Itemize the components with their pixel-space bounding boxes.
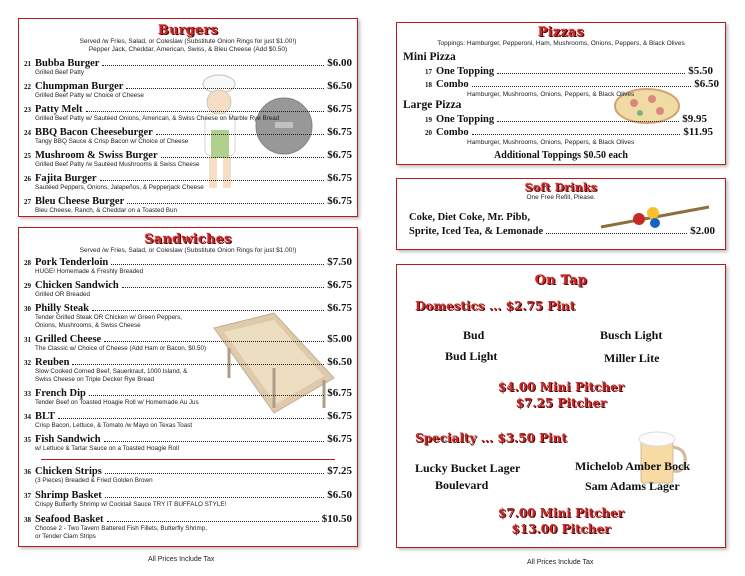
burgers-note: Served /w Fries, Salad, or Coleslaw (Substitute Onion Rings for just $1.00!) (79, 38, 297, 45)
item-description: Sautéed Peppers, Onions, Jalapeños, & Pepperjack Cheese (35, 184, 204, 191)
beer-mug-illustration (635, 427, 690, 487)
item-price: $6.50 (327, 489, 352, 501)
pizzas-panel (396, 22, 726, 165)
menu-item (24, 513, 352, 540)
item-name: Grilled Cheese (35, 334, 102, 345)
menu-item (425, 126, 713, 138)
beer-name: Boulevard (435, 478, 489, 492)
item-name: BBQ Bacon Cheeseburger (35, 127, 153, 138)
large-pizza-heading: Large Pizza (403, 99, 462, 111)
item-price: $6.50 (694, 78, 719, 90)
domestic-pitcher: $7.25 Pitcher (515, 396, 607, 410)
item-name: One Topping (436, 114, 495, 125)
item-name: French Dip (35, 388, 86, 399)
item-name: Seafood Basket (35, 514, 104, 525)
item-description: Slow Cooked Corned Beef, Sauerkraut, 1000 Island, & Swiss Cheese on Triple Decker Rye Bread (35, 368, 188, 383)
item-price: $6.75 (327, 433, 352, 445)
menu-item (24, 333, 352, 353)
menu-item (24, 489, 352, 509)
item-price: $6.75 (327, 149, 352, 161)
item-number: 35 (24, 436, 31, 444)
item-number: 27 (24, 198, 31, 206)
drinks-line-1: Coke, Diet Coke, Mr. Pibb, (409, 212, 530, 223)
item-description: (3 Pieces) Breaded & Fried Golden Brown (35, 477, 153, 484)
item-price: $6.75 (327, 195, 352, 207)
on-tap-title: On Tap (534, 273, 588, 288)
item-name: Bubba Burger (35, 58, 100, 69)
item-number: 18 (425, 81, 432, 89)
beer-name: Michelob Amber Bock (575, 459, 691, 473)
item-number: 38 (24, 516, 31, 524)
item-price: $6.75 (327, 279, 352, 291)
item-name: Pork Tenderloin (35, 257, 109, 268)
menu-item (24, 126, 352, 146)
domestic-mini-pitcher: $4.00 Mini Pitcher (497, 380, 625, 394)
item-number: 29 (24, 282, 31, 290)
beer-name: Miller Lite (604, 351, 660, 365)
sandwiches-note: Served /w Fries, Salad, or Coleslaw (Substitute Onion Rings for just $1.00!) (79, 247, 297, 254)
drinks-line-2: Sprite, Iced Tea, & Lemonade (409, 226, 544, 237)
item-description: Grilled Beef Patty w/ Sautéed Onions, American, & Swiss Cheese on Marble Rye Bread (35, 115, 280, 122)
item-price: $6.75 (327, 126, 352, 138)
item-price: $6.75 (327, 387, 352, 399)
menu-item (24, 57, 352, 77)
mini-pizza-heading: Mini Pizza (403, 51, 456, 63)
domestics-heading: Domestics ... $2.75 Pint (415, 299, 576, 313)
item-number: 33 (24, 390, 31, 398)
menu-item (425, 65, 713, 77)
item-name: One Topping (436, 66, 495, 77)
large-combo-description: Hamburger, Mushrooms, Onions, Peppers, & Black Olives (467, 139, 635, 146)
item-description: Bleu Cheese, Ranch, & Cheddar on a Toasted Bun (35, 207, 178, 214)
item-price: $6.50 (327, 356, 352, 368)
specialty-pitcher-prices (397, 505, 725, 537)
item-name: Chicken Strips (35, 466, 102, 477)
menu-item (24, 149, 352, 169)
item-name: Mushroom & Swiss Burger (35, 150, 158, 161)
item-description: Crispy Butterfly Shrimp w/ Cocktail Sauce TRY IT BUFFALO STYLE! (35, 501, 227, 508)
menu-item (24, 356, 352, 383)
item-number: 22 (24, 83, 31, 91)
item-description: Crisp Bacon, Lettuce, & Tomato /w Mayo on Texas Toast (35, 422, 193, 429)
item-name: BLT (35, 411, 56, 422)
item-number: 25 (24, 152, 31, 160)
item-price: $6.00 (327, 57, 352, 69)
menu-item (425, 78, 719, 90)
item-number: 28 (24, 259, 31, 267)
item-number: 24 (24, 129, 31, 137)
menu-item (24, 387, 352, 407)
specialty-mini-pitcher: $7.00 Mini Pitcher (497, 506, 625, 520)
menu-item (24, 103, 352, 123)
menu-item (24, 195, 352, 215)
menu-item (24, 302, 352, 329)
beer-name: Sam Adams Lager (585, 479, 680, 493)
item-price: $6.75 (327, 410, 352, 422)
item-name: Fajita Burger (35, 173, 97, 184)
item-description: Grilled Beef Patty w/ Choice of Cheese (35, 92, 144, 99)
item-description: HUGE! Homemade & Freshly Breaded (35, 268, 144, 275)
item-description: Tangy BBQ Sauce & Crisp Bacon w/ Choice of Cheese (35, 138, 189, 145)
item-price: $5.00 (327, 333, 352, 345)
item-name: Chicken Sandwich (35, 280, 119, 291)
beer-name: Bud (463, 328, 485, 342)
burgers-cheese-note: Pepper Jack, Cheddar, American, Swiss, & Bleu Cheese (Add $0.50) (88, 46, 288, 53)
soft-drinks-title: Soft Drinks (524, 181, 598, 194)
beer-name: Busch Light (600, 328, 663, 342)
item-price: $9.95 (682, 113, 707, 125)
item-description: Grilled OR Breaded (35, 291, 90, 298)
menu-item (425, 113, 707, 125)
burgers-panel (18, 18, 358, 217)
menu-item (24, 80, 352, 100)
item-description: Tender Grilled Steak OR Chicken w/ Green Peppers, Onions, Mushrooms, & Swiss Cheese (35, 314, 182, 329)
item-number: 19 (425, 116, 432, 124)
on-tap-panel (396, 264, 726, 548)
specialty-heading: Specialty ... $3.50 Pint (415, 431, 567, 445)
sandwiches-title: Sandwiches (144, 232, 232, 247)
menu-item (24, 279, 352, 299)
item-number: 20 (425, 129, 432, 137)
item-price: $6.75 (327, 103, 352, 115)
item-description: Grilled Beef Patty (35, 69, 84, 76)
menu-item (24, 410, 352, 430)
beer-name: Lucky Bucket Lager (415, 461, 521, 475)
menu-item (24, 172, 352, 192)
item-name: Fish Sandwich (35, 434, 101, 445)
item-number: 21 (24, 60, 31, 68)
item-price: $7.50 (327, 256, 352, 268)
burgers-title: Burgers (157, 23, 219, 38)
item-price: $10.50 (321, 513, 352, 525)
mini-combo-description: Hamburger, Mushrooms, Onions, Peppers, & Black Olives (467, 91, 635, 98)
item-price: $2.00 (690, 225, 715, 237)
domestic-pitcher-prices (397, 379, 725, 411)
item-number: 34 (24, 413, 31, 421)
item-name: Patty Melt (35, 104, 83, 115)
specialty-pitcher: $13.00 Pitcher (511, 522, 611, 536)
item-number: 32 (24, 359, 31, 367)
item-description: The Classic w/ Choice of Cheese (Add Ham or Bacon, $0.50) (35, 345, 207, 352)
menu-item (24, 256, 352, 276)
item-price: $7.25 (327, 465, 352, 477)
menu-item (409, 225, 715, 237)
item-number: 26 (24, 175, 31, 183)
item-description: w/ Lettuce & Tartar Sauce on a Toasted Hoagie Roll (35, 445, 179, 452)
soft-drinks-panel (396, 178, 726, 250)
item-number: 23 (24, 106, 31, 114)
menu-item (24, 433, 352, 453)
item-price: $5.50 (688, 65, 713, 77)
item-name: Shrimp Basket (35, 490, 102, 501)
section-divider (41, 459, 335, 460)
item-name: Reuben (35, 357, 70, 368)
item-description: Choose 2 - Two Tavern Battered Fish Fillets, Butterfly Shrimp, or Tender Clam Strips (35, 525, 207, 540)
item-price: $6.50 (327, 80, 352, 92)
footer-note-right: All Prices Include Tax (527, 559, 594, 566)
item-description: Tender Beef on Toasted Hoagie Roll w/ Homemade Au Jus (35, 399, 199, 406)
menu-item (24, 465, 352, 485)
sandwiches-panel (18, 227, 358, 547)
item-price: $11.95 (683, 126, 713, 138)
item-number: 31 (24, 336, 31, 344)
item-description: Grilled Beef Patty /w Sautéed Mushrooms & Swiss Cheese (35, 161, 200, 168)
item-name: Combo (436, 127, 469, 138)
item-name: Bleu Cheese Burger (35, 196, 125, 207)
item-number: 37 (24, 492, 31, 500)
item-number: 36 (24, 468, 31, 476)
item-name: Combo (436, 79, 469, 90)
item-price: $6.75 (327, 302, 352, 314)
item-name: Chumpman Burger (35, 81, 124, 92)
item-number: 30 (24, 305, 31, 313)
pizzas-title: Pizzas (537, 25, 585, 40)
item-price: $6.75 (327, 172, 352, 184)
pizza-toppings: Toppings: Hamburger, Pepperoni, Ham, Mushrooms, Onions, Peppers, & Black Olives (437, 40, 685, 47)
item-number: 17 (425, 68, 432, 76)
additional-toppings: Additional Toppings $0.50 each (494, 150, 628, 161)
beer-name: Bud Light (445, 349, 498, 363)
footer-note-left: All Prices Include Tax (148, 556, 215, 563)
refill-note: One Free Refill, Please. (526, 194, 596, 201)
item-name: Philly Steak (35, 303, 89, 314)
